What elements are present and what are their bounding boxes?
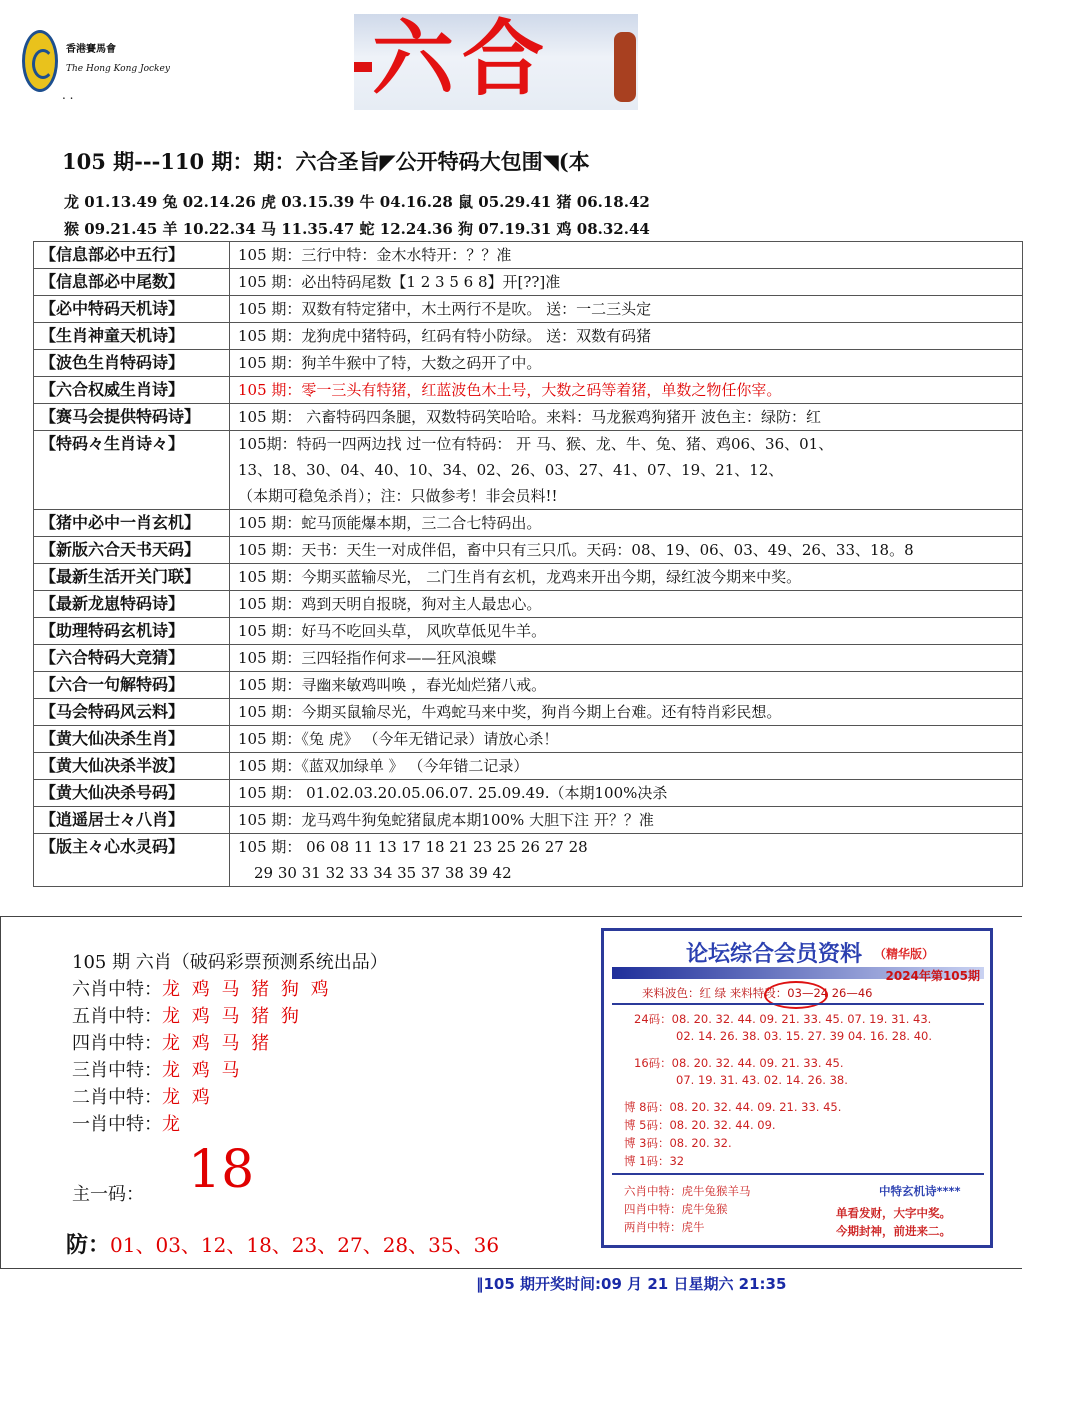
section-divider-bottom bbox=[0, 1268, 1022, 1269]
panel-subtitle: （精华版） bbox=[874, 947, 935, 961]
row-content bbox=[230, 431, 1023, 510]
info-row bbox=[34, 807, 1023, 834]
section-divider-top bbox=[0, 916, 1022, 917]
prediction-label: 六肖中特： bbox=[72, 979, 162, 1000]
row-content bbox=[230, 618, 1023, 645]
row-line: 105 期：龙狗虎中猪特码，红码有特小防绿。 送：双数有码猪 bbox=[238, 327, 652, 345]
row-content bbox=[230, 645, 1023, 672]
row-line: 105 期：蛇马顶能爆本期，三二合七特码出。 bbox=[238, 514, 542, 532]
row-content bbox=[230, 807, 1023, 834]
info-row bbox=[34, 269, 1023, 296]
row-label: 【助理特码玄机诗】 bbox=[34, 618, 230, 645]
info-row bbox=[34, 431, 1023, 510]
row-line: 105 期：《蓝双加绿单 》 （今年错二记录） bbox=[238, 757, 529, 775]
row-content bbox=[230, 726, 1023, 753]
row-label: 【生肖神童天机诗】 bbox=[34, 323, 230, 350]
info-row bbox=[34, 323, 1023, 350]
row-label: 【猪中必中一肖玄机】 bbox=[34, 510, 230, 537]
info-row bbox=[34, 618, 1023, 645]
banner bbox=[354, 14, 638, 110]
row-label: 【六合权威生肖诗】 bbox=[34, 377, 230, 404]
defense-label: 防： bbox=[66, 1232, 111, 1258]
row-line: 105 期：天书：天生一对成伴侣，畜中只有三只爪。天码：08、19、06、03、49、26、33、18。8 bbox=[238, 541, 914, 559]
row-line: 105 期：《兔 虎》 （今年无错记录）请放心杀！ bbox=[238, 730, 559, 748]
panel-four-zodiac: 四肖中特：虎牛兔猴 bbox=[624, 1202, 728, 1216]
row-label: 【波色生肖特码诗】 bbox=[34, 350, 230, 377]
row-content bbox=[230, 242, 1023, 269]
info-row bbox=[34, 296, 1023, 323]
row-label: 【黄大仙决杀半波】 bbox=[34, 753, 230, 780]
row-label: 【马会特码风云料】 bbox=[34, 699, 230, 726]
zodiac-line-1: 龙 01.13.49 兔 02.14.26 虎 03.15.39 牛 04.16.28 鼠 05.29.41 猪 06.18.42 bbox=[64, 193, 650, 211]
row-label: 【新版六合天书天码】 bbox=[34, 537, 230, 564]
info-row bbox=[34, 780, 1023, 807]
row-line: 105 期：三四轻指作何求——狂风浪蝶 bbox=[238, 649, 497, 667]
row-content bbox=[230, 699, 1023, 726]
row-line: 105 期：龙马鸡牛狗兔蛇猪鼠虎本期100% 大胆下注 开？？准 bbox=[238, 811, 654, 829]
panel-two-zodiac: 两肖中特：虎牛 bbox=[624, 1220, 705, 1234]
prediction-row bbox=[72, 975, 332, 1001]
info-row bbox=[34, 350, 1023, 377]
info-row bbox=[34, 537, 1023, 564]
prediction-label: 三肖中特： bbox=[72, 1060, 162, 1081]
prediction-value: 龙 鸡 马 猪 狗 鸡 bbox=[162, 979, 332, 1000]
row-content bbox=[230, 323, 1023, 350]
panel-bo1: 博 1码：32 bbox=[624, 1154, 685, 1168]
row-line: 13、18、30、04、40、10、34、02、26、03、27、41、07、19、21、12、 bbox=[238, 461, 784, 479]
row-line: 105 期：双数有特定猪中，木土两行不是吹。 送：一二三头定 bbox=[238, 300, 652, 318]
prediction-value: 龙 鸡 bbox=[162, 1087, 213, 1108]
row-line: 105 期： 六畜特码四条腿，双数特码笑哈哈。来料：马龙猴鸡狗猪开 波色主：绿防：红 bbox=[238, 408, 821, 426]
prediction-value: 龙 鸡 马 猪 bbox=[162, 1033, 273, 1054]
prediction-row bbox=[72, 1002, 302, 1028]
row-label: 【版主々心水灵码】 bbox=[34, 834, 230, 887]
row-content bbox=[230, 350, 1023, 377]
row-content bbox=[230, 672, 1023, 699]
row-line: 105 期：今期买蓝输尽光， 二门生肖有玄机，龙鸡来开出今期，绿红波今期来中奖。 bbox=[238, 568, 802, 586]
panel-poem-line-1: 单看发财，大字中奖。 bbox=[836, 1206, 951, 1220]
defense-numbers bbox=[66, 1228, 499, 1259]
panel-bo5: 博 5码：08. 20. 32. 44. 09. bbox=[624, 1118, 776, 1132]
row-line: （本期可稳兔杀肖）；注：只做参考！非会员料!! bbox=[238, 487, 558, 505]
section-border-left bbox=[0, 916, 1, 1268]
jockey-club-logo-icon bbox=[22, 30, 58, 92]
row-label: 【信息部必中尾数】 bbox=[34, 269, 230, 296]
info-row bbox=[34, 377, 1023, 404]
row-label: 【黄大仙决杀生肖】 bbox=[34, 726, 230, 753]
row-content bbox=[230, 510, 1023, 537]
row-line: 105 期：三行中特：金木水特开：？？准 bbox=[238, 246, 512, 264]
panel-24-codes: 24码：08. 20. 32. 44. 09. 21. 33. 45. 07. 19. 31. 43. bbox=[634, 1012, 932, 1026]
row-line: 105 期：必出特码尾数【1 2 3 5 6 8】开[??]准 bbox=[238, 273, 561, 291]
row-content bbox=[230, 404, 1023, 431]
row-label: 【赛马会提供特码诗】 bbox=[34, 404, 230, 431]
row-content bbox=[230, 269, 1023, 296]
draw-time-footer: ‖105 期开奖时间:09 月 21 日星期六 21:35 bbox=[476, 1275, 787, 1293]
row-label: 【逍遥居士々八肖】 bbox=[34, 807, 230, 834]
panel-16-codes: 16码：08. 20. 32. 44. 09. 21. 33. 45. bbox=[634, 1056, 844, 1070]
prediction-label: 四肖中特： bbox=[72, 1033, 162, 1054]
prediction-value: 龙 bbox=[162, 1114, 183, 1135]
panel-color-range: 来料波色：红 绿 来料特段：03—24 26—46 bbox=[642, 986, 873, 1000]
row-line: 105 期： 06 08 11 13 17 18 21 23 25 26 27 28 bbox=[238, 838, 588, 856]
panel-six-zodiac: 六肖中特：虎牛兔猴羊马 bbox=[624, 1184, 751, 1198]
prediction-value: 龙 鸡 马 bbox=[162, 1060, 243, 1081]
row-content bbox=[230, 537, 1023, 564]
info-table bbox=[33, 241, 1023, 887]
row-content bbox=[230, 377, 1023, 404]
row-label: 【六合特码大竞猜】 bbox=[34, 645, 230, 672]
row-line: 105 期：今期买鼠输尽光，牛鸡蛇马来中奖，狗肖今期上台难。还有特肖彩民想。 bbox=[238, 703, 782, 721]
row-content bbox=[230, 591, 1023, 618]
info-row bbox=[34, 564, 1023, 591]
main-code: 18 bbox=[188, 1140, 255, 1200]
page-title: 105 期---110 期：期：六合圣旨◤公开特码大包围◥(本 bbox=[62, 149, 590, 174]
info-row bbox=[34, 672, 1023, 699]
info-row bbox=[34, 591, 1023, 618]
info-row bbox=[34, 834, 1023, 887]
row-content bbox=[230, 296, 1023, 323]
panel-24-codes-cont: 02. 14. 26. 38. 03. 15. 27. 39 04. 16. 28. 40. bbox=[676, 1029, 933, 1043]
main-code-label: 主一码： bbox=[72, 1184, 144, 1205]
prediction-row bbox=[72, 1083, 213, 1109]
panel-16-codes-cont: 07. 19. 31. 43. 02. 14. 26. 38. bbox=[676, 1073, 848, 1087]
info-row bbox=[34, 726, 1023, 753]
prediction-value: 龙 鸡 马 猪 狗 bbox=[162, 1006, 302, 1027]
info-row bbox=[34, 699, 1023, 726]
row-label: 【信息部必中五行】 bbox=[34, 242, 230, 269]
row-label: 【最新龙崽特码诗】 bbox=[34, 591, 230, 618]
row-line: 105 期：寻幽来敏鸡叫唤 ，春光灿烂猪八戒。 bbox=[238, 676, 547, 694]
panel-poem-title: 中特玄机诗**** bbox=[879, 1184, 961, 1198]
info-row bbox=[34, 242, 1023, 269]
zodiac-line-2: 猴 09.21.45 羊 10.22.34 马 11.35.47 蛇 12.24.36 狗 07.19.31 鸡 08.32.44 bbox=[64, 220, 650, 238]
prediction-label: 二肖中特： bbox=[72, 1087, 162, 1108]
row-label: 【六合一句解特码】 bbox=[34, 672, 230, 699]
row-label: 【必中特码天机诗】 bbox=[34, 296, 230, 323]
row-line: 105 期：好马不吃回头草， 风吹草低见牛羊。 bbox=[238, 622, 547, 640]
info-row bbox=[34, 645, 1023, 672]
defense-value: 01、03、12、18、23、27、28、35、36 bbox=[110, 1233, 500, 1257]
row-line: 105 期：鸡到天明自报晓，狗对主人最忠心。 bbox=[238, 595, 542, 613]
row-label: 【最新生活开关门联】 bbox=[34, 564, 230, 591]
panel-divider bbox=[612, 1173, 984, 1175]
row-content bbox=[230, 780, 1023, 807]
row-content bbox=[230, 564, 1023, 591]
prediction-label: 五肖中特： bbox=[72, 1006, 162, 1027]
prediction-label: 一肖中特： bbox=[72, 1114, 162, 1135]
prediction-row bbox=[72, 1029, 272, 1055]
info-row bbox=[34, 404, 1023, 431]
panel-bo3: 博 3码：08. 20. 32. bbox=[624, 1136, 732, 1150]
panel-bo8: 博 8码：08. 20. 32. 44. 09. 21. 33. 45. bbox=[624, 1100, 842, 1114]
info-row bbox=[34, 510, 1023, 537]
horse-image bbox=[614, 32, 636, 102]
member-info-panel bbox=[601, 928, 993, 1248]
prediction-row bbox=[72, 1110, 183, 1136]
row-content bbox=[230, 834, 1023, 887]
row-content bbox=[230, 753, 1023, 780]
row-line: 105 期：零一三头有特猪，红蓝波色木土号，大数之码等着猪，单数之物任你宰。 bbox=[238, 381, 782, 399]
banner-title: 六合 bbox=[372, 14, 553, 107]
row-label: 【黄大仙决杀号码】 bbox=[34, 780, 230, 807]
row-label: 【特码々生肖诗々】 bbox=[34, 431, 230, 510]
panel-poem-line-2: 今期封神，前进来二。 bbox=[836, 1224, 951, 1238]
prediction-row bbox=[72, 1056, 242, 1082]
row-line: 105 期：狗羊牛猴中了特，大数之码开了中。 bbox=[238, 354, 542, 372]
row-line: 29 30 31 32 33 34 35 37 38 39 42 bbox=[254, 864, 512, 882]
info-row bbox=[34, 753, 1023, 780]
row-line: 105 期： 01.02.03.20.05.06.07. 25.09.49.（本期100%决杀 bbox=[238, 784, 668, 802]
prediction-heading: 105 期 六肖（破码彩票预测系统出品） bbox=[72, 952, 388, 973]
logo-english-name: The Hong Kong Jockey bbox=[66, 64, 170, 74]
panel-title: 论坛综合会员资料 bbox=[686, 942, 863, 967]
panel-divider bbox=[612, 1003, 984, 1005]
banner-dash bbox=[354, 62, 372, 72]
logo-dots: . . bbox=[62, 88, 74, 102]
logo-chinese-name: 香港賽馬會 bbox=[66, 44, 116, 55]
panel-issue: 2024年第105期 bbox=[885, 969, 980, 983]
row-line: 105期：特码一四两边找 过一位有特码： 开 马、猴、龙、牛、兔、猪、鸡06、36、01、 bbox=[238, 435, 834, 453]
